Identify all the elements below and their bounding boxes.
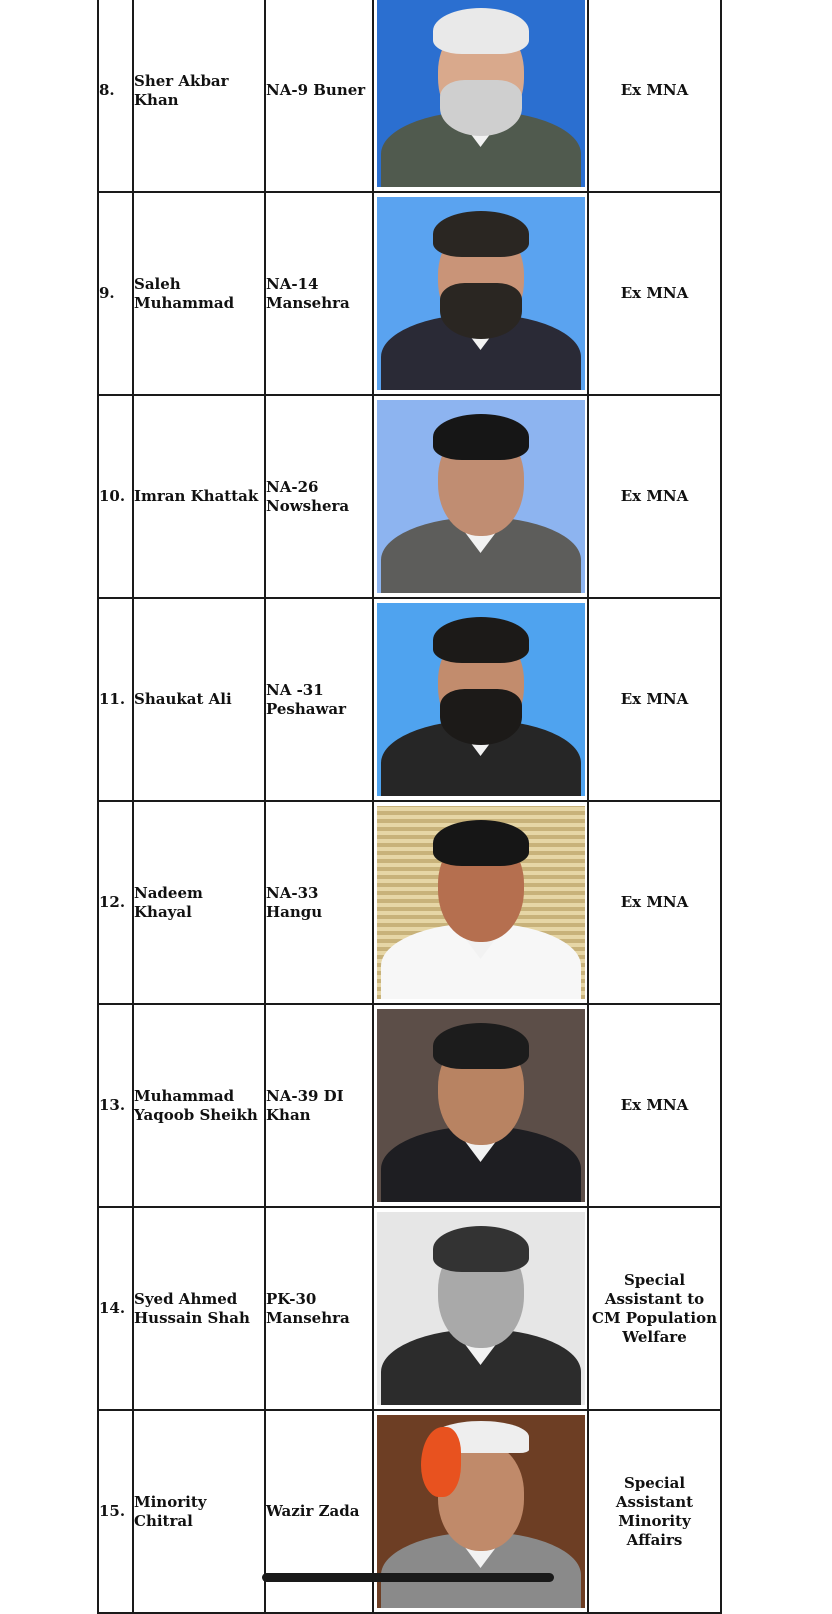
constituency: PK-30 Mansehra (265, 1207, 373, 1410)
hair (433, 414, 529, 460)
member-photo (377, 0, 585, 187)
member-name: Imran Khattak (133, 395, 265, 598)
photo-cell (373, 1207, 588, 1410)
members-table (97, 0, 722, 1614)
designation: Ex MNA (588, 0, 721, 192)
member-name: Nadeem Khayal (133, 801, 265, 1004)
photo-cell (373, 192, 588, 395)
member-name: Syed Ahmed Hussain Shah (133, 1207, 265, 1410)
constituency: NA-39 DI Khan (265, 1004, 373, 1207)
table-row (98, 1004, 721, 1207)
hair (433, 211, 529, 257)
member-name: Minority Chitral (133, 1410, 265, 1613)
constituency: Wazir Zada (265, 1410, 373, 1613)
beard (440, 80, 522, 136)
constituency: NA-14 Mansehra (265, 192, 373, 395)
member-photo (377, 806, 585, 999)
home-indicator[interactable] (262, 1573, 554, 1582)
designation: Ex MNA (588, 1004, 721, 1207)
member-name: Shaukat Ali (133, 598, 265, 801)
beard (440, 283, 522, 339)
serial-number: 14. (98, 1207, 133, 1410)
member-photo (377, 1009, 585, 1202)
member-photo (377, 400, 585, 593)
constituency: NA-9 Buner (265, 0, 373, 192)
constituency: NA-26 Nowshera (265, 395, 373, 598)
serial-number: 15. (98, 1410, 133, 1613)
serial-number: 9. (98, 192, 133, 395)
designation: Ex MNA (588, 395, 721, 598)
photo-cell (373, 598, 588, 801)
member-photo (377, 603, 585, 796)
hair (433, 820, 529, 866)
table-row (98, 801, 721, 1004)
photo-cell (373, 395, 588, 598)
hair (433, 617, 529, 663)
photo-cell (373, 1410, 588, 1613)
photo-cell (373, 1004, 588, 1207)
constituency: NA-33 Hangu (265, 801, 373, 1004)
member-name: Muhammad Yaqoob Sheikh (133, 1004, 265, 1207)
serial-number: 8. (98, 0, 133, 192)
table-row (98, 598, 721, 801)
hair (433, 8, 529, 54)
designation: Ex MNA (588, 598, 721, 801)
hair (433, 1023, 529, 1069)
constituency: NA -31 Peshawar (265, 598, 373, 801)
table-row (98, 0, 721, 192)
photo-cell (373, 0, 588, 192)
photo-cell (373, 801, 588, 1004)
designation: Special Assistant to CM Population Welfare (588, 1207, 721, 1410)
designation: Ex MNA (588, 192, 721, 395)
table-row (98, 395, 721, 598)
designation: Special Assistant Minority Affairs (588, 1410, 721, 1613)
designation: Ex MNA (588, 801, 721, 1004)
serial-number: 12. (98, 801, 133, 1004)
serial-number: 13. (98, 1004, 133, 1207)
members-table-body (98, 0, 721, 1613)
hair (433, 1226, 529, 1272)
table-row (98, 1207, 721, 1410)
member-name: Saleh Muhammad (133, 192, 265, 395)
beard (440, 689, 522, 745)
table-row (98, 1410, 721, 1613)
table-row (98, 192, 721, 395)
cap-plume (421, 1427, 461, 1497)
member-photo (377, 197, 585, 390)
serial-number: 10. (98, 395, 133, 598)
serial-number: 11. (98, 598, 133, 801)
member-photo (377, 1212, 585, 1405)
member-name: Sher Akbar Khan (133, 0, 265, 192)
